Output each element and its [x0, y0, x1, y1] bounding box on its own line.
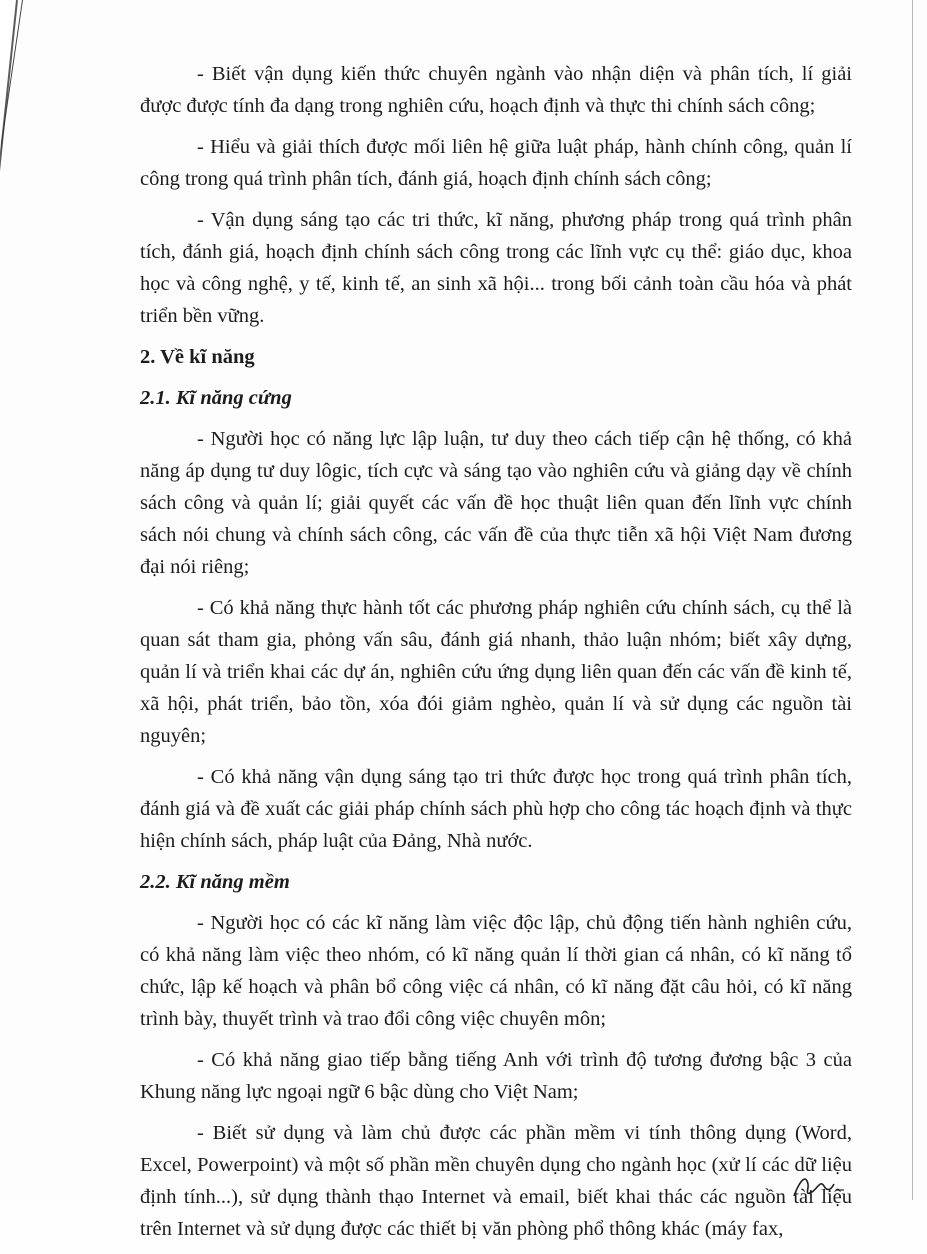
subheading-hard-skills: 2.1. Kĩ năng cứng — [140, 387, 292, 409]
soft-skills-paragraph-2: - Có khả năng giao tiếp bằng tiếng Anh với trình độ tương đương bậc 3 của Khung năng lực ngoại ngữ 6 bậc dùng cho Việt Nam; — [140, 1049, 852, 1103]
intro-paragraph-3: - Vận dụng sáng tạo các tri thức, kĩ năng, phương pháp trong quá trình phân tích, đánh giá, hoạch định chính sách công trong các lĩnh vực cụ thể: giáo dục, khoa học và công nghệ, y tế, kinh tế, an sinh xã hội... trong bối cảnh toàn cầu hóa và phát triển bền vững. — [140, 209, 852, 327]
soft-skills-paragraph-1: - Người học có các kĩ năng làm việc độc lập, chủ động tiến hành nghiên cứu, có khả năng làm việc theo nhóm, có kĩ năng quản lí thời gian cá nhân, có kĩ năng tổ chức, lập kế hoạch và phân bổ công việc cá nhân, có kĩ năng đặt câu hỏi, có kĩ năng trình bày, thuyết trình và trao đổi công việc chuyên môn; — [140, 912, 852, 1030]
hard-skills-paragraph-2: - Có khả năng thực hành tốt các phương pháp nghiên cứu chính sách, cụ thể là quan sát tham gia, phỏng vấn sâu, đánh giá nhanh, thảo luận nhóm; biết xây dựng, quản lí và triển khai các dự án, nghiên cứu ứng dụng liên quan đến các vấn đề kinh tế, xã hội, phát triển, bảo tồn, xóa đói giảm nghèo, quản lí và sử dụng các nguồn tài nguyên; — [140, 597, 852, 747]
signature-mark — [790, 1170, 850, 1200]
hard-skills-paragraph-3: - Có khả năng vận dụng sáng tạo tri thức được học trong quá trình phân tích, đánh giá và đề xuất các giải pháp chính sách phù hợp cho công tác hoạch định và thực hiện chính sách, pháp luật của Đảng, Nhà nước. — [140, 766, 852, 852]
section-heading-skills: 2. Về kĩ năng — [140, 346, 255, 368]
intro-paragraph-1: - Biết vận dụng kiến thức chuyên ngành vào nhận diện và phân tích, lí giải được được tính đa dạng trong nghiên cứu, hoạch định và thực thi chính sách công; — [140, 63, 852, 117]
page-edge — [912, 0, 913, 1200]
hard-skills-paragraph-1: - Người học có năng lực lập luận, tư duy theo cách tiếp cận hệ thống, có khả năng áp dụng tư duy lôgic, tích cực và sáng tạo vào nghiên cứu và giảng dạy về chính sách công và quản lí; giải quyết các vấn đề học thuật liên quan đến lĩnh vực chính sách nói chung và chính sách công, các vấn đề của thực tiễn xã hội Việt Nam đương đại nói riêng; — [140, 428, 852, 578]
soft-skills-paragraph-3: - Biết sử dụng và làm chủ được các phần mềm vi tính thông dụng (Word, Excel, Powerpoint) và một số phần mền chuyên dụng cho ngành học (xử lí các dữ liệu định tính...), sử dụng thành thạo Internet và email, biết khai thác các nguồn tài liệu trên Internet và sử dụng được các thiết bị văn phòng phổ thông khác (máy fax, — [140, 1122, 852, 1240]
intro-paragraph-2: - Hiểu và giải thích được mối liên hệ giữa luật pháp, hành chính công, quản lí công trong quá trình phân tích, đánh giá, hoạch định chính sách công; — [140, 136, 852, 190]
subheading-soft-skills: 2.2. Kĩ năng mềm — [140, 871, 290, 893]
document-body — [140, 58, 852, 1254]
